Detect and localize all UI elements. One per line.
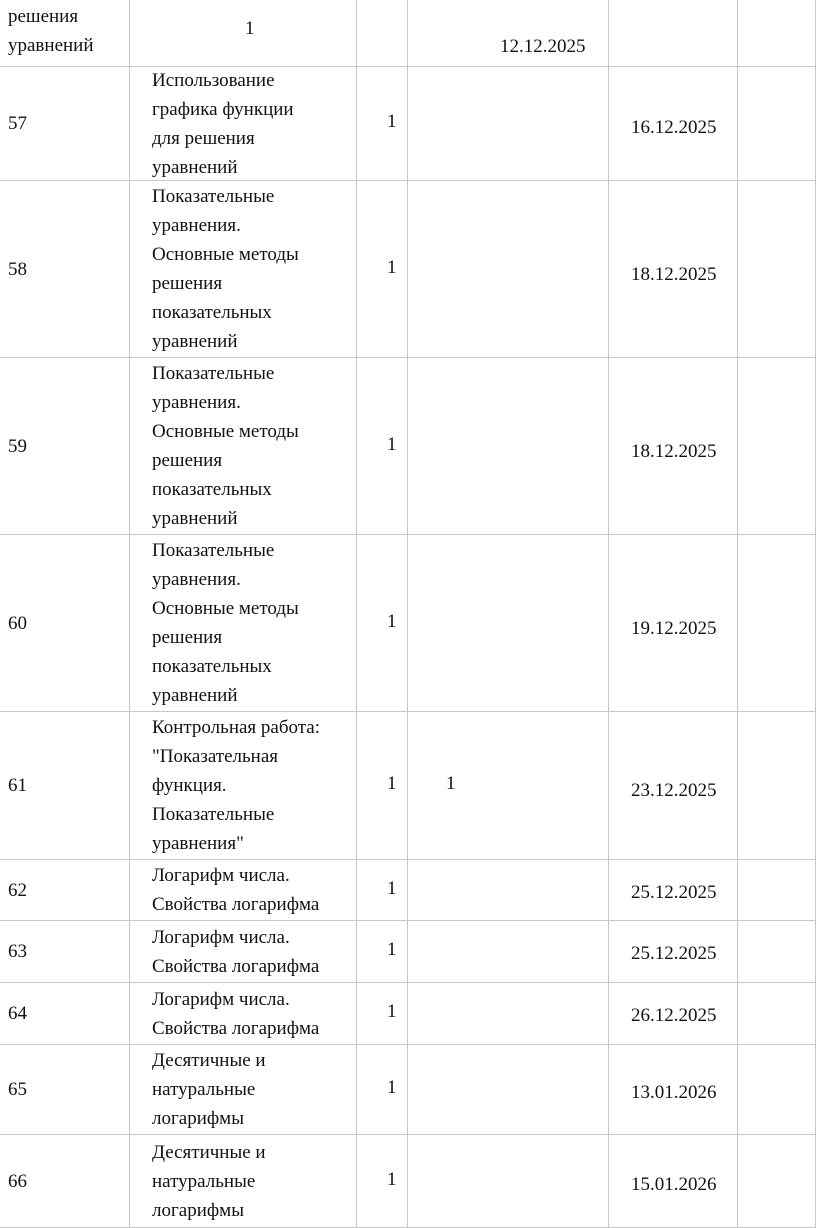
row-number: 57: [8, 113, 27, 134]
row-extra-cell: [738, 67, 816, 181]
row-fact-date-cell: [609, 181, 738, 358]
row-number-cell: [0, 535, 130, 712]
row-control-cell: [408, 67, 609, 181]
row-extra-cell: [738, 921, 816, 983]
row-hours-cell: [357, 358, 408, 535]
continuation-plan-date-cell: [408, 0, 609, 67]
continuation-hours-cell: [130, 0, 357, 67]
row-title: Логарифм числа. Свойства логарифма: [152, 865, 320, 915]
row-fact-date-cell: [609, 1045, 738, 1135]
row-fact-date: 15.01.2026: [631, 1173, 717, 1195]
row-fact-date: 25.12.2025: [631, 881, 717, 903]
row-title: Десятичные и натуральные логарифмы: [152, 1050, 266, 1129]
row-control-cell: [408, 1135, 609, 1228]
row-title-cell: [130, 1045, 357, 1135]
row-title-cell: [130, 860, 357, 921]
row-fact-date: 25.12.2025: [631, 943, 717, 964]
row-number-cell: [0, 67, 130, 181]
row-hours: 1: [387, 939, 397, 960]
continuation-title: решения уравнений: [8, 6, 94, 56]
row-extra-cell: [738, 860, 816, 921]
row-hours: 1: [387, 433, 397, 455]
row-control-cell: [408, 535, 609, 712]
row-hours: 1: [387, 610, 397, 632]
row-title: Контрольная работа: "Показательная функция. Показательные уравнения": [152, 717, 321, 854]
row-hours-cell: [357, 860, 408, 921]
row-number: 58: [8, 258, 27, 280]
row-number-cell: [0, 712, 130, 860]
row-number: 63: [8, 941, 27, 962]
row-hours-cell: [357, 1045, 408, 1135]
row-extra-cell: [738, 1045, 816, 1135]
row-fact-date-cell: [609, 358, 738, 535]
row-control-cell: [408, 712, 609, 860]
row-number: 66: [8, 1170, 27, 1192]
row-number-cell: [0, 358, 130, 535]
row-hours-cell: [357, 1135, 408, 1228]
row-hours: 1: [387, 256, 397, 278]
row-fact-date-cell: [609, 535, 738, 712]
row-extra-cell: [738, 535, 816, 712]
row-number: 60: [8, 612, 27, 634]
row-extra-cell: [738, 181, 816, 358]
row-fact-date: 18.12.2025: [631, 441, 717, 462]
row-fact-date-cell: [609, 712, 738, 860]
row-control-cell: [408, 1045, 609, 1135]
row-title-cell: [130, 983, 357, 1045]
row-extra-cell: [738, 358, 816, 535]
row-hours-cell: [357, 983, 408, 1045]
row-hours: 1: [387, 111, 397, 132]
row-control-cell: [408, 181, 609, 358]
row-control: 1: [446, 773, 456, 794]
row-fact-date-cell: [609, 983, 738, 1045]
row-title-cell: [130, 1135, 357, 1228]
row-control-cell: [408, 860, 609, 921]
row-extra-cell: [738, 983, 816, 1045]
row-number: 62: [8, 879, 27, 901]
row-fact-date: 16.12.2025: [631, 116, 717, 138]
row-title: Десятичные и натуральные логарифмы: [152, 1141, 266, 1221]
row-number-cell: [0, 983, 130, 1045]
row-fact-date-cell: [609, 921, 738, 983]
row-hours: 1: [387, 877, 397, 899]
row-hours: 1: [387, 773, 397, 794]
row-fact-date: 19.12.2025: [631, 618, 717, 639]
row-hours-cell: [357, 181, 408, 358]
row-fact-date: 23.12.2025: [631, 779, 717, 801]
row-hours-cell: [357, 535, 408, 712]
row-fact-date-cell: [609, 1135, 738, 1228]
row-hours-cell: [357, 921, 408, 983]
row-title: Показательные уравнения. Основные методы решения показательных уравнений: [152, 186, 299, 352]
row-title: Логарифм числа. Свойства логарифма: [152, 988, 320, 1039]
row-number: 61: [8, 775, 27, 796]
row-number: 65: [8, 1079, 27, 1100]
row-number: 64: [8, 1003, 27, 1024]
row-hours: 1: [387, 1001, 397, 1022]
row-number-cell: [0, 181, 130, 358]
continuation-control-cell: [357, 0, 408, 67]
row-extra-cell: [738, 712, 816, 860]
row-number: 59: [8, 435, 27, 457]
row-title: Показательные уравнения. Основные методы решения показательных уравнений: [152, 363, 299, 529]
row-hours: 1: [387, 1168, 397, 1190]
row-title: Логарифм числа. Свойства логарифма: [152, 926, 320, 977]
row-hours: 1: [387, 1077, 397, 1098]
row-title-cell: [130, 67, 357, 181]
continuation-fact-date-cell: [609, 0, 738, 67]
row-title-cell: [130, 921, 357, 983]
row-number-cell: [0, 1045, 130, 1135]
continuation-hours: 1: [245, 18, 255, 39]
row-title-cell: [130, 358, 357, 535]
row-fact-date-cell: [609, 67, 738, 181]
row-control-cell: [408, 983, 609, 1045]
row-fact-date: 18.12.2025: [631, 264, 717, 285]
row-number-cell: [0, 1135, 130, 1228]
continuation-extra-cell: [738, 0, 816, 67]
row-hours-cell: [357, 67, 408, 181]
row-title: Показательные уравнения. Основные методы решения показательных уравнений: [152, 540, 299, 706]
row-control-cell: [408, 921, 609, 983]
row-number-cell: [0, 860, 130, 921]
row-control-cell: [408, 358, 609, 535]
row-title-cell: [130, 535, 357, 712]
row-title: Использование графика функции для решения уравнений: [152, 69, 294, 178]
row-number-cell: [0, 921, 130, 983]
row-fact-date-cell: [609, 860, 738, 921]
row-hours-cell: [357, 712, 408, 860]
row-title-cell: [130, 181, 357, 358]
row-extra-cell: [738, 1135, 816, 1228]
row-fact-date: 13.01.2026: [631, 1081, 717, 1103]
row-title-cell: [130, 712, 357, 860]
continuation-plan-date: 12.12.2025: [500, 36, 586, 57]
continuation-title-cell: [0, 0, 130, 67]
row-fact-date: 26.12.2025: [631, 1005, 717, 1026]
